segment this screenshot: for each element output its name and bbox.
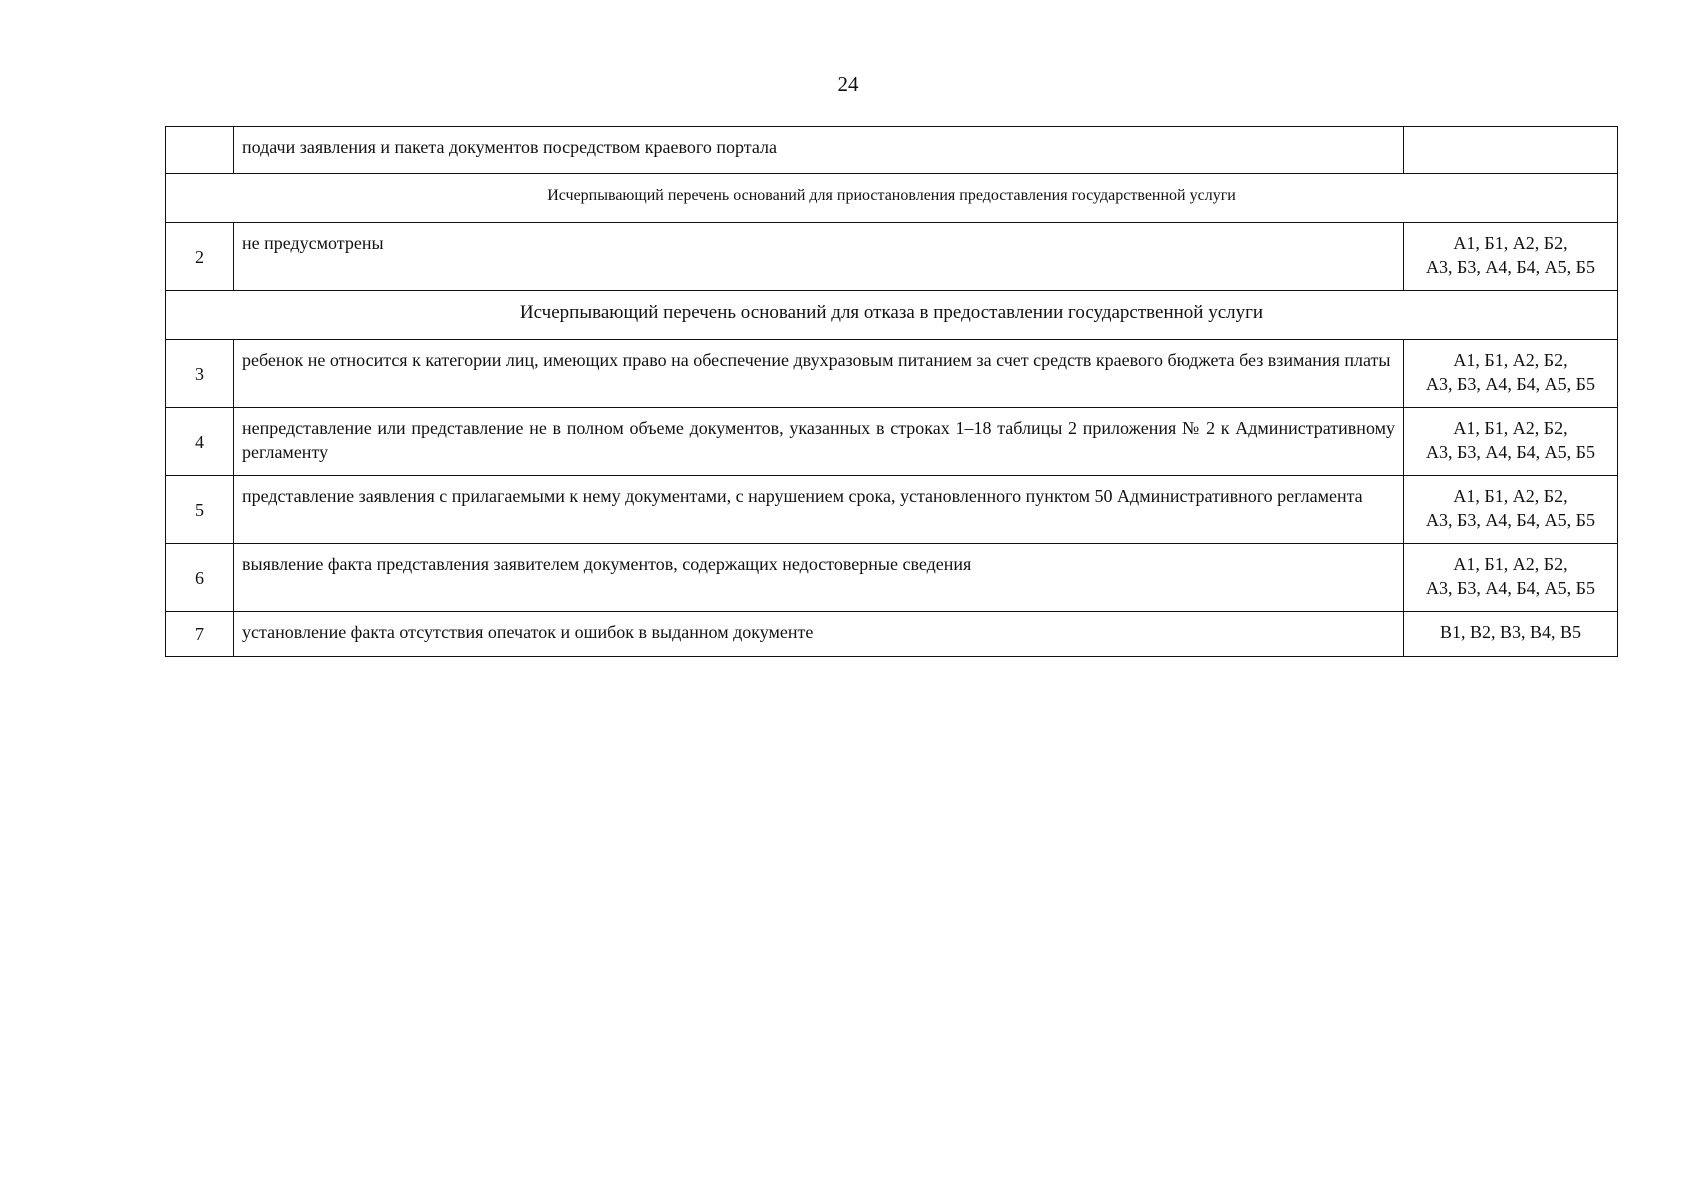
- row-number-cell: [166, 127, 234, 174]
- table-row: [166, 476, 1618, 544]
- grounds-table: [165, 126, 1618, 657]
- row-codes-cell: [1404, 612, 1618, 657]
- row-number-cell: 3: [166, 340, 234, 408]
- codes-line: А3, Б3, А4, Б4, А5, Б5: [1425, 374, 1595, 394]
- row-codes-cell: [1404, 544, 1618, 612]
- codes-line: А3, Б3, А4, Б4, А5, Б5: [1425, 442, 1595, 462]
- section-header-row: [166, 291, 1618, 340]
- codes-line: А3, Б3, А4, Б4, А5, Б5: [1425, 578, 1595, 598]
- table-row: [166, 223, 1618, 291]
- row-number-cell: 2: [166, 223, 234, 291]
- row-text-cell: установление факта отсутствия опечаток и ошибок в выданном документе: [234, 612, 1404, 657]
- row-codes-cell: [1404, 340, 1618, 408]
- row-text-cell: выявление факта представления заявителем документов, содержащих недостоверные сведения: [234, 544, 1404, 612]
- section-header-row: [166, 174, 1618, 223]
- codes-line: А1, Б1, А2, Б2,: [1453, 233, 1568, 253]
- table-row: [166, 544, 1618, 612]
- section-heading-suspension: Исчерпывающий перечень оснований для приостановления предоставления государственной услуги: [166, 174, 1618, 223]
- table-row: [166, 408, 1618, 476]
- row-text-cell: подачи заявления и пакета документов посредством краевого портала: [234, 127, 1404, 174]
- codes-line: В1, В2, В3, В4, В5: [1439, 622, 1582, 642]
- row-codes-cell: [1404, 476, 1618, 544]
- section-heading-refusal: Исчерпывающий перечень оснований для отказа в предоставлении государственной услуги: [166, 291, 1618, 340]
- row-number-cell: 7: [166, 612, 234, 657]
- row-number-cell: 4: [166, 408, 234, 476]
- row-text-cell: непредставление или представление не в полном объеме документов, указанных в строках 1–18 таблицы 2 приложения № 2 к Административному регламенту: [234, 408, 1404, 476]
- codes-line: А1, Б1, А2, Б2,: [1453, 554, 1568, 574]
- codes-line: А1, Б1, А2, Б2,: [1453, 350, 1568, 370]
- row-codes-cell: [1404, 127, 1618, 174]
- row-number-cell: 6: [166, 544, 234, 612]
- codes-line: А1, Б1, А2, Б2,: [1453, 418, 1568, 438]
- codes-line: А1, Б1, А2, Б2,: [1453, 486, 1568, 506]
- row-number-cell: 5: [166, 476, 234, 544]
- row-text-cell: представление заявления с прилагаемыми к нему документами, с нарушением срока, установленного пунктом 50 Административного регламента: [234, 476, 1404, 544]
- table-row: [166, 612, 1618, 657]
- row-codes-cell: [1404, 223, 1618, 291]
- codes-line: А3, Б3, А4, Б4, А5, Б5: [1425, 257, 1595, 277]
- row-text-cell: ребенок не относится к категории лиц, имеющих право на обеспечение двухразовым питанием за счет средств краевого бюджета без взимания платы: [234, 340, 1404, 408]
- table-row: [166, 340, 1618, 408]
- row-text-cell: не предусмотрены: [234, 223, 1404, 291]
- codes-line: А3, Б3, А4, Б4, А5, Б5: [1425, 510, 1595, 530]
- row-codes-cell: [1404, 408, 1618, 476]
- table-row-continuation: [166, 127, 1618, 174]
- page-number: 24: [837, 72, 859, 96]
